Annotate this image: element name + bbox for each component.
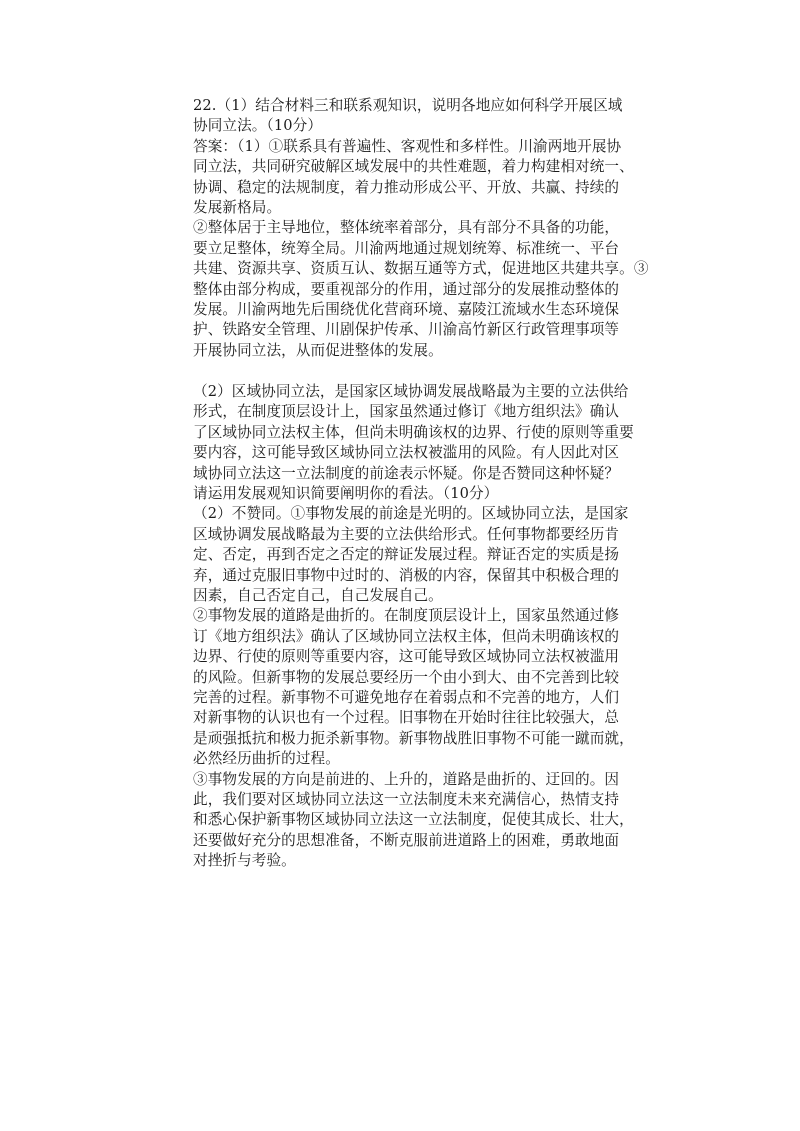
text-line: 此，我们要对区域协同立法这一立法制度未来充满信心，热情支持	[193, 790, 620, 808]
text-line: 了区域协同立法权主体，但尚未明确该权的边界、行使的原则等重要	[193, 423, 634, 441]
paragraph-gap	[193, 361, 623, 382]
text-line: 对新事物的认识也有一个过程。旧事物在开始时往往比较强大，总	[193, 709, 620, 727]
text-line: 发展新格局。	[193, 198, 282, 216]
text-line: 的风险。但新事物的发展总要经历一个由小到大、由不完善到比较	[193, 668, 620, 686]
text-line: 要内容，这可能导致区域协同立法权被滥用的风险。有人因此对区	[193, 444, 620, 462]
text-line: 协同立法。（10分）	[193, 117, 323, 135]
text-line: ②事物发展的道路是曲折的。在制度顶层设计上，国家虽然通过修	[193, 607, 620, 625]
text-line: （2）不赞同。①事物发展的前途是光明的。区域协同立法，是国家	[193, 505, 629, 523]
text-line: （2）区域协同立法，是国家区域协调发展战略最为主要的立法供给	[193, 383, 629, 401]
text-line: 和悉心保护新事物区域协同立法这一立法制度，促使其成长、壮大，	[193, 811, 634, 829]
text-line: 还要做好充分的思想准备，不断克服前进道路上的困难，勇敢地面	[193, 831, 620, 849]
text-line: 请运用发展观知识简要阐明你的看法。（10分）	[193, 485, 499, 503]
text-line: 要立足整体，统筹全局。川渝两地通过规划统筹、标准统一、平台	[193, 239, 620, 257]
text-line: 开展协同立法，从而促进整体的发展。	[193, 341, 443, 359]
text-line: 答案：（1）①联系具有普遍性、客观性和多样性。川渝两地开展协	[193, 137, 622, 155]
question-1-block	[193, 96, 649, 361]
text-line: 同立法，共同研究破解区域发展中的共性难题，着力构建相对统一、	[193, 158, 634, 176]
text-line: 订《地方组织法》确认了区域协同立法权主体，但尚未明确该权的	[193, 627, 620, 645]
question-2-block	[193, 382, 634, 871]
text-line: 域协同立法这一立法制度的前途表示怀疑。你是否赞同这种怀疑？	[193, 464, 620, 482]
text-line: 形式，在制度顶层设计上，国家虽然通过修订《地方组织法》确认	[193, 403, 620, 421]
document-body	[193, 96, 649, 871]
text-line: 区域协调发展战略最为主要的立法供给形式。任何事物都要经历肯	[193, 525, 620, 543]
text-line: ②整体居于主导地位，整体统率着部分，具有部分不具备的功能，	[193, 219, 620, 237]
text-line: 因素，自己否定自己，自己发展自己。	[193, 586, 443, 604]
text-line: 共建、资源共享、资质互认、数据互通等方式，促进地区共建共享。③	[193, 260, 649, 278]
text-line: 护、铁路安全管理、川剧保护传承、川渝高竹新区行政管理事项等	[193, 321, 620, 339]
text-line: 协调、稳定的法规制度，着力推动形成公平、开放、共赢、持续的	[193, 178, 620, 196]
text-line: 是顽强抵抗和极力扼杀新事物。新事物战胜旧事物不可能一蹴而就，	[193, 729, 634, 747]
text-line: 弃，通过克服旧事物中过时的、消极的内容，保留其中积极合理的	[193, 566, 620, 584]
text-line: 必然经历曲折的过程。	[193, 750, 340, 768]
text-line: 完善的过程。新事物不可避免地存在着弱点和不完善的地方，人们	[193, 688, 620, 706]
text-line: ③事物发展的方向是前进的、上升的，道路是曲折的、迂回的。因	[193, 770, 620, 788]
text-line: 边界、行使的原则等重要内容，这可能导致区域协同立法权被滥用	[193, 648, 620, 666]
text-line: 22.（1）结合材料三和联系观知识，说明各地应如何科学开展区域	[193, 97, 623, 114]
text-line: 整体由部分构成，要重视部分的作用，通过部分的发展推动整体的	[193, 280, 620, 298]
text-line: 定、否定，再到否定之否定的辩证发展过程。辩证否定的实质是扬	[193, 546, 620, 564]
text-line: 发展。川渝两地先后围绕优化营商环境、嘉陵江流域水生态环境保	[193, 300, 620, 318]
text-line: 对挫折与考验。	[193, 852, 296, 870]
